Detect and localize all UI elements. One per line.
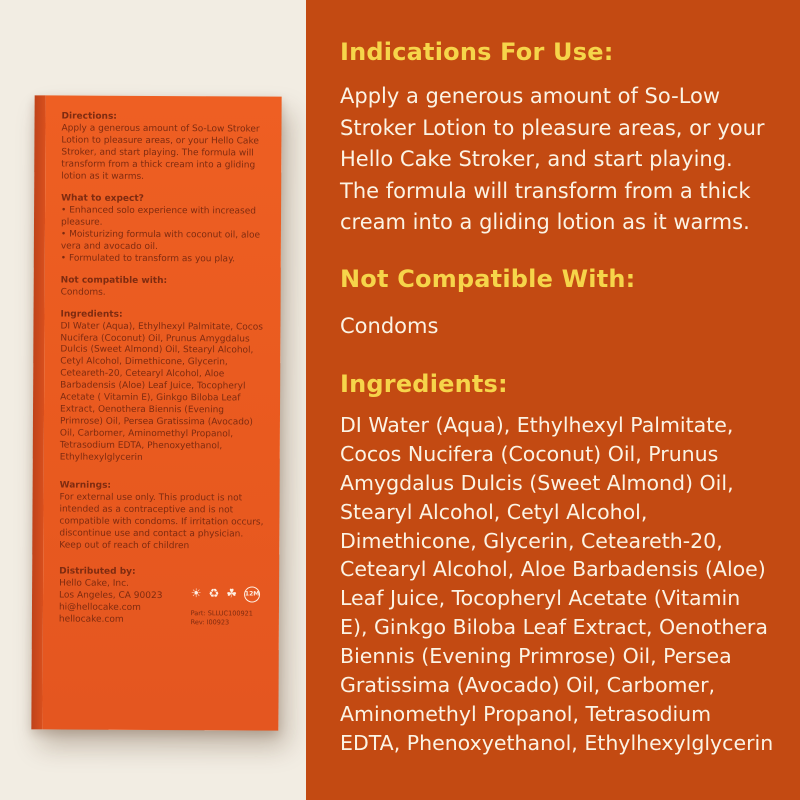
box-section-ingredients [60, 309, 268, 466]
box-part-line2: Rev: I00923 [190, 617, 230, 627]
not-compatible-body: Condoms [340, 313, 439, 338]
box-part-line1: Part: SLLUC100921 [190, 608, 253, 618]
box-expect-heading: What to expect? [61, 193, 144, 204]
panel-section-not-compatible [340, 265, 774, 343]
box-certification-block [191, 586, 267, 628]
box-distributed-body: Hello Cake, Inc. Los Angeles, CA 90023 hi@hellocake.com hellocake.com [58, 578, 163, 625]
indications-heading: Indications For Use: [340, 38, 614, 66]
box-warnings-body: For external use only. This product is not intended as a contraceptive and is not compatible with condoms. If irritation occurs, discontinue use and contact a physician. Keep out of reach of children [59, 492, 264, 552]
indications-body: Apply a generous amount of So-Low Stroker Lotion to pleasure areas, or your Hello Cake Stroker, and start playing. The formula will transform from a thick cream into a gliding lotion as it warms. [340, 84, 765, 234]
recycle-icon: ♻ [208, 585, 220, 600]
box-back-label [42, 95, 281, 730]
box-not-compatible-body: Condoms. [60, 287, 106, 298]
box-certification-icons [191, 586, 260, 602]
box-ingredients-body: DI Water (Aqua), Ethylhexyl Palmitate, Cocos Nucifera (Coconut) Oil, Prunus Amygdalus Dulcis (Sweet Almond) Oil, Stearyl Alcohol, Cetyl Alcohol, Dimethicone, Glycerin, Ceteareth-20, Cetearyl Alcohol, Aloe Barbadensis (Aloe) Leaf Juice, Tocopheryl Acetate ( Vitamin E), Ginkgo Biloba Leaf Extract, Oenothera Biennis (Evening Primrose) Oil, Persea Gratissima (Avocado) Oil, Carbomer, Aminomethyl Propanol, Tetrasodium EDTA, Phenoxyethanol, Ethylhexylglycerin [59, 321, 263, 464]
period-after-opening-icon: 12M [244, 586, 260, 602]
ingredients-body: DI Water (Aqua), Ethylhexyl Palmitate, Cocos Nucifera (Coconut) Oil, Prunus Amygdalus Dulcis (Sweet Almond) Oil, Stearyl Alcohol, Cetyl Alcohol, Dimethicone, Glycerin, Ceteareth-20, Cetearyl Alcohol, Aloe Barbadensis (Aloe) Leaf Juice, Tocopheryl Acetate (Vitamin E), Ginkgo Biloba Leaf Extract, Oenothera Biennis (Evening Primrose) Oil, Persea Gratissima (Avocado) Oil, Carbomer, Aminomethyl Propanol, Tetrasodium EDTA, Phenoxyethanol, Ethylhexylglycerin [340, 413, 774, 755]
box-photo-area [0, 0, 306, 800]
sun-icon: ☀ [190, 585, 202, 600]
panel-section-indications [340, 38, 774, 239]
box-distributed-heading: Distributed by: [59, 566, 136, 577]
box-warnings-heading: Warnings: [59, 480, 112, 491]
info-panel [306, 0, 800, 800]
box-expect-bullets: • Enhanced solo experience with increased pleasure. • Moisturizing formula with coconut oil, aloe vera and avocado oil. • Formulated to transform as you play. [60, 205, 261, 265]
product-box-back [31, 95, 281, 730]
box-ingredients-heading: Ingredients: [60, 309, 123, 320]
box-section-directions [61, 111, 268, 184]
not-compatible-heading: Not Compatible With: [340, 264, 636, 293]
leaf-icon: ☘ [226, 586, 238, 601]
box-section-expect [61, 193, 268, 266]
box-directions-heading: Directions: [61, 111, 117, 122]
box-section-distributed [59, 566, 266, 627]
box-section-not-compatible [61, 275, 268, 300]
box-section-warnings [59, 481, 266, 554]
box-not-compatible-heading: Not compatible with: [60, 275, 168, 286]
box-directions-body: Apply a generous amount of So-Low Stroker Lotion to pleasure areas, or your Hello Cake Stroker, and start playing. The formula will transform from a thick cream into a gliding lotion as it warms. [61, 123, 260, 182]
box-part-number [191, 609, 253, 628]
ingredients-heading: Ingredients: [340, 370, 508, 398]
panel-section-ingredients [340, 370, 774, 758]
box-distributed-text [59, 566, 163, 626]
